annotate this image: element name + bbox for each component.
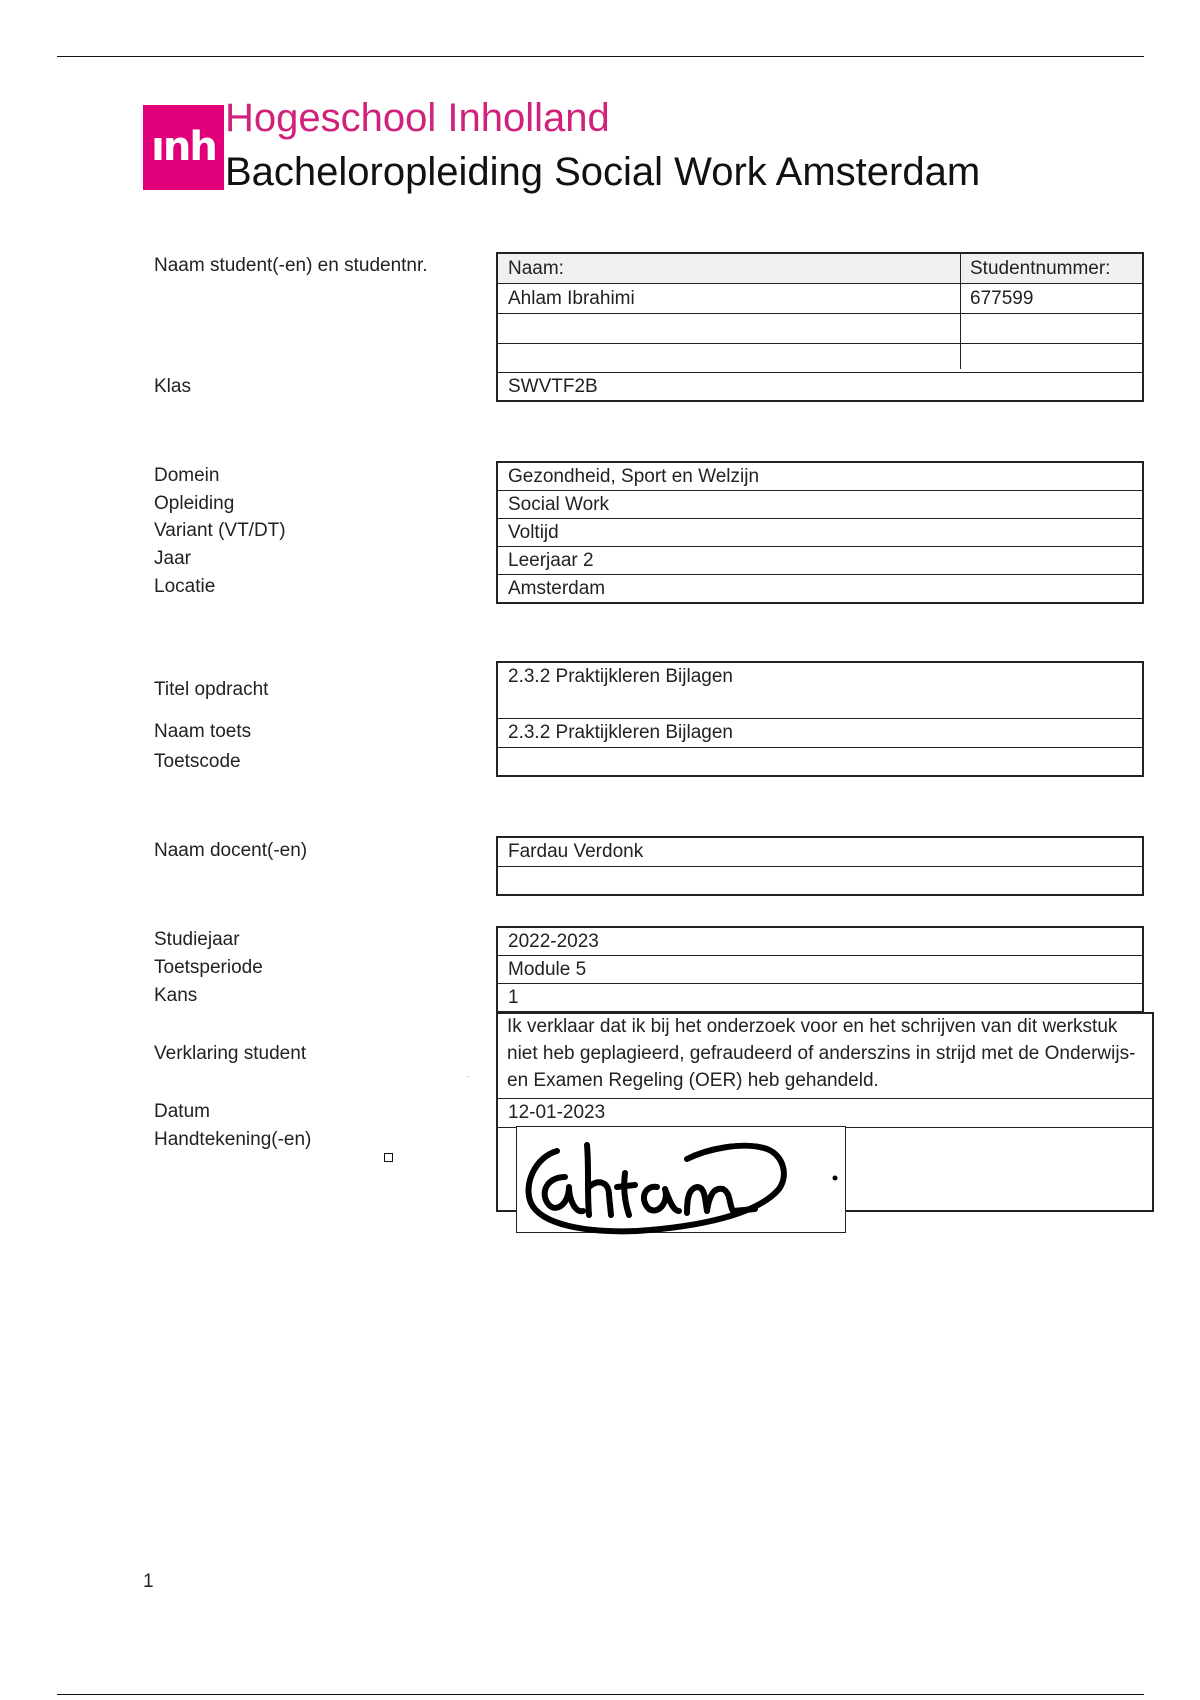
klas-value: SWVTF2B [508,376,598,397]
top-rule [57,56,1144,57]
naam-toets-row [498,719,1142,748]
label-domein: Domein [154,465,220,486]
signature-text: ahlam [467,1077,470,1078]
studiejaar-row [498,928,1142,956]
klas-row [498,373,1142,402]
docent-table [496,836,1144,896]
label-studiejaar: Studiejaar [154,929,240,950]
anchor-marker [384,1153,393,1162]
datum-value: 12-01-2023 [508,1102,606,1123]
studiejaar-value: 2022-2023 [508,931,599,952]
label-jaar: Jaar [154,548,191,569]
label-klas: Klas [154,376,191,397]
opleiding-row [498,491,1142,519]
naam-toets-value: 2.3.2 Praktijkleren Bijlagen [508,722,733,743]
jaar-value: Leerjaar 2 [508,550,594,571]
bottom-rule [57,1694,1144,1695]
program-name: Bacheloropleiding Social Work Amsterdam [225,150,981,194]
label-datum: Datum [154,1101,210,1122]
variant-row [498,519,1142,547]
label-opleiding: Opleiding [154,493,235,514]
inholland-logo: ınh [143,105,224,190]
kans-row [498,984,1142,1012]
domein-value: Gezondheid, Sport en Welzijn [508,466,760,487]
locatie-row [498,575,1142,603]
toetsperiode-value: Module 5 [508,959,587,980]
label-toetsperiode: Toetsperiode [154,957,263,978]
label-verklaring: Verklaring student [154,1043,307,1064]
jaar-row [498,547,1142,575]
docent-value: Fardau Verdonk [508,841,644,862]
column-divider [960,254,961,369]
header-name: Naam: [508,258,564,279]
kans-value: 1 [508,987,519,1008]
docent-row [498,838,1142,867]
program-info-table [496,461,1144,604]
titel-row [498,663,1142,719]
assignment-table [496,661,1144,777]
label-naam-toets: Naam toets [154,721,252,742]
header-number: Studentnummer: [970,258,1111,279]
toetsperiode-row [498,956,1142,984]
label-student: Naam student(-en) en studentnr. [154,255,428,276]
datum-row [498,1099,1152,1128]
toetscode-row [498,748,1142,776]
period-table [496,926,1144,1013]
school-name: Hogeschool Inholland [225,96,610,140]
table-row [498,314,1142,344]
domein-row [498,463,1142,491]
label-variant: Variant (VT/DT) [154,520,286,541]
student-table [496,252,1144,402]
variant-value: Voltijd [508,522,559,543]
page-number: 1 [143,1571,154,1592]
student-number: 677599 [970,288,1034,309]
table-row [498,344,1142,373]
docent-row [498,867,1142,895]
label-handtekening: Handtekening(-en) [154,1129,312,1150]
label-toetscode: Toetscode [154,751,241,772]
label-titel: Titel opdracht [154,679,269,700]
label-docent: Naam docent(-en) [154,840,308,861]
signature-dot [833,1176,838,1181]
label-kans: Kans [154,985,198,1006]
label-locatie: Locatie [154,576,216,597]
locatie-value: Amsterdam [508,578,606,599]
titel-value: 2.3.2 Praktijkleren Bijlagen [508,666,733,687]
opleiding-value: Social Work [508,494,610,515]
student-name: Ahlam Ibrahimi [508,288,635,309]
verklaring-text: Ik verklaar dat ik bij het onderzoek voor en het schrijven van dit werkstuk niet heb geplagieerd, gefraudeerd of anderszins in strijd met de Onderwijs- en Examen Regeling (OER) heb gehandeld. [507,1016,1136,1091]
